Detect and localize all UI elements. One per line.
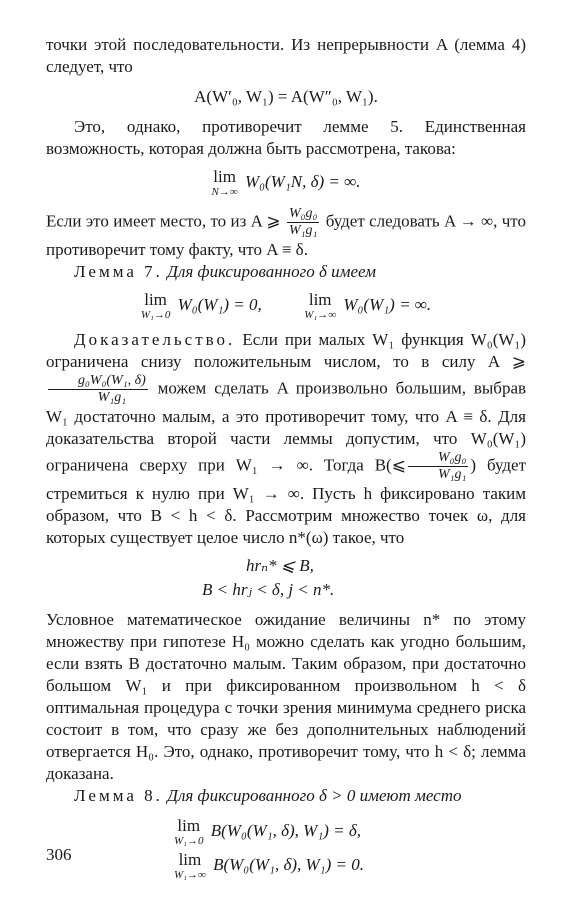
formula-3 [46, 291, 526, 321]
lemma-7-label: Лемма 7. [74, 262, 163, 281]
lemma-7-statement: Для фиксированного δ имеем [167, 262, 376, 281]
limit-subscript: W₁→0 [140, 309, 171, 321]
fraction-numerator: g₀W₀(W₁, δ) [48, 373, 148, 390]
formula-6 [174, 817, 526, 847]
fraction-numerator: W₀g₀ [288, 206, 318, 221]
paragraph-4 [46, 329, 526, 549]
paragraph-3-end: будет следовать A → ∞, что противоречит тому факту, что A ≡ δ. [46, 211, 527, 259]
paragraph-4-part-1: Если при малых W₁ функция W₀(W₁) ограничена снизу положительным числом, то в силу A ⩾ [46, 330, 527, 371]
paragraph-2: Это, однако, противоречит лемме 5. Единственная возможность, которая должна быть рассмотрена, такова: [46, 117, 526, 158]
fraction-inline [408, 450, 468, 483]
paragraph-4-part-2: можем сделать A произвольно большим, выбрав W₁ достаточно малым, а это противоречит тому, что A ≡ δ. Для доказательства второй части леммы допустим, что W₀(W₁) ограничена сверху при W₁ → ∞. Тогда B(⩽ [46, 378, 527, 475]
limit-subscript: W₁→∞ [174, 869, 206, 881]
page-number: 306 [46, 845, 72, 864]
formula-expression: W₀(W₁) = ∞. [343, 294, 432, 314]
formula-expression: W₀(W₁N, δ) = ∞. [244, 171, 361, 191]
fraction-inline [48, 373, 148, 406]
fraction-inline [287, 206, 319, 239]
formula-expression: B(W₀(W₁, δ), W₁) = δ, [210, 820, 362, 840]
limit-operator [141, 291, 171, 321]
fraction-denominator: W₁g₁ [288, 223, 318, 238]
formula-5: B < hrⱼ < δ, j < n*. [202, 580, 335, 599]
paragraph-3-start: Если это имеет место, то из A ⩾ [46, 211, 281, 231]
lemma-8-heading [46, 785, 526, 807]
fraction-denominator: W₁g₁ [437, 467, 467, 482]
lemma-8-label: Лемма 8. [74, 786, 163, 805]
paragraph-4-part-3: ) будет стремиться к нулю при W₁ → ∞. Пусть h фиксировано таким образом, что B < h < δ. Рассмотрим множество точек ω, для которых существует целое число n*(ω) такое, что [46, 455, 527, 547]
formula-expression: W₀(W₁) = 0, [177, 294, 262, 314]
limit-operator [212, 168, 238, 198]
limit-operator [304, 291, 336, 321]
paragraph-3 [46, 206, 526, 261]
limit-subscript: W₁→0 [174, 835, 204, 847]
lemma-8-statement: Для фиксированного δ > 0 имеют место [167, 786, 462, 805]
formula-7 [174, 851, 526, 881]
limit-label: lim [308, 290, 332, 309]
limit-operator [174, 817, 204, 847]
limit-operator [174, 851, 206, 881]
proof-label: Доказательство. [74, 330, 236, 349]
limit-label: lim [144, 290, 167, 309]
limit-label: lim [178, 850, 202, 869]
fraction-numerator: W₀g₀ [408, 450, 468, 467]
limit-label: lim [177, 816, 201, 835]
formula-1: A(W′₀, W₁) = A(W″₀, W₁). [194, 87, 378, 106]
formula-2 [46, 168, 526, 198]
paragraph-5: Условное математическое ожидание величины n* по этому множеству при гипотезе H₀ можно сделать как угодно большим, если взять B достаточно малым. Таким образом, при достаточно большом W₁ и при фиксированном произвольном h < δ оптимальная процедура с точки зрения минимума среднего риска состоит в том, что сразу же без дополнительных наблюдений отвергается H₀. Это, однако, противоречит тому, что h < δ; лемма доказана. [46, 610, 526, 783]
lemma-7-heading [46, 261, 526, 283]
limit-subscript: N→∞ [211, 186, 238, 198]
paragraph-1: точки этой последовательности. Из непрерывности A (лемма 4) следует, что [46, 35, 526, 76]
formula-expression: B(W₀(W₁, δ), W₁) = 0. [213, 854, 364, 874]
limit-subscript: W₁→∞ [304, 309, 337, 321]
limit-label: lim [213, 167, 236, 186]
fraction-denominator: W₁g₁ [97, 390, 127, 405]
formula-4: hrₙ* ⩽ B, [246, 556, 314, 575]
